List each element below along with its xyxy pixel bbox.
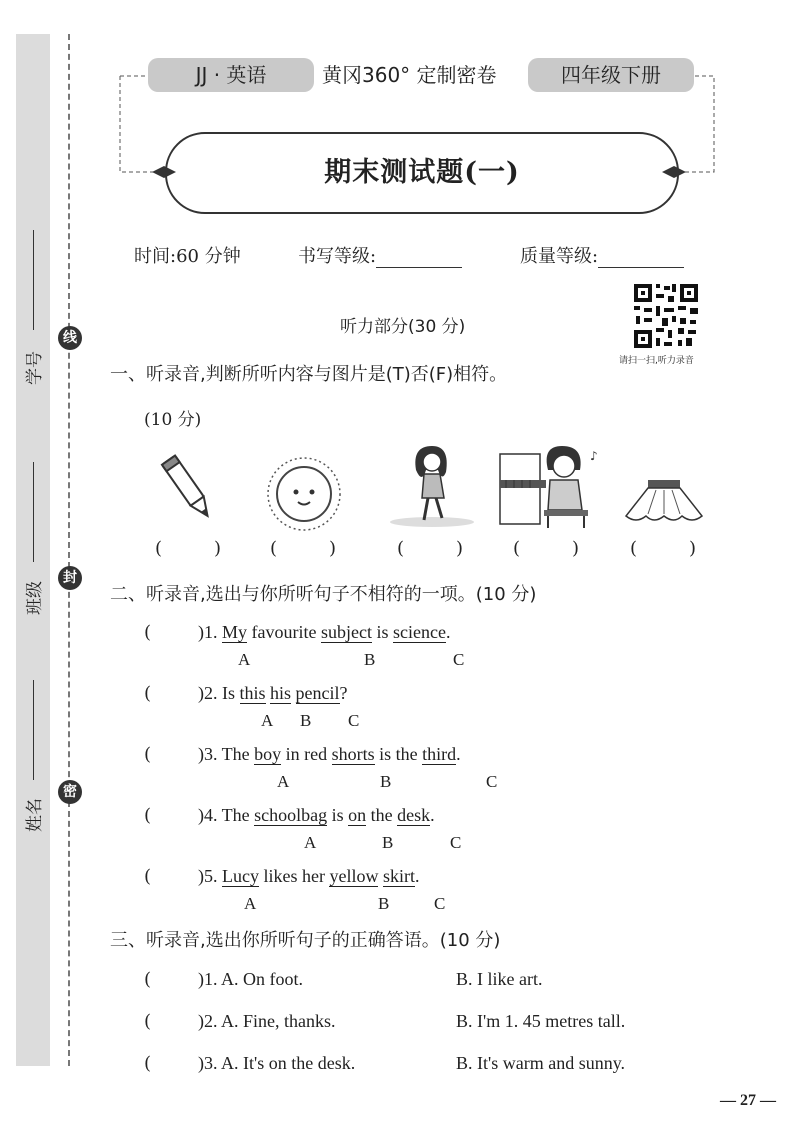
seal-line-mark: 线 (58, 326, 82, 350)
part3-q3-option-b: B. It's warm and sunny. (456, 1053, 626, 1073)
part2-instruction: 二、听录音,选出与你所听句子不相符的一项。(10 分) (110, 584, 537, 605)
part1-answer-3[interactable] (397, 538, 463, 559)
part3-q3-option-a: )3. A. It's on the desk. (198, 1053, 356, 1073)
part3-q1-option-b: B. I like art. (456, 969, 543, 989)
seal-secret-mark: 密 (58, 780, 82, 804)
option-a: A (261, 711, 274, 730)
part3-q2-option-b: B. I'm 1. 45 metres tall. (456, 1011, 626, 1031)
part1-score: (10 分) (144, 410, 202, 430)
svg-text:♪: ♪ (590, 449, 598, 463)
part3-q2-option-a: )2. A. Fine, thanks. (198, 1011, 336, 1031)
name-line (33, 680, 34, 780)
student-id-label: 学号 (25, 351, 45, 385)
paren-close: ) (689, 538, 697, 559)
part3-q2-paren[interactable]: ( (144, 1011, 152, 1032)
part2-q3: )3. The boy in red shorts is the third. (198, 744, 461, 764)
seal-seal-mark: 封 (58, 566, 82, 590)
paren-open: ( (270, 538, 278, 559)
option-c: C (434, 894, 446, 913)
subject-pill: JJ · 英语 (148, 58, 314, 92)
part2-q1: )1. My favourite subject is science. (198, 622, 451, 642)
class-label: 班级 (25, 581, 45, 615)
part1-instruction: 一、听录音,判断所听内容与图片是(T)否(F)相符。 (110, 364, 508, 385)
header-frame (0, 0, 794, 260)
part2-q4-paren[interactable]: ( (144, 805, 152, 826)
option-b: B (378, 894, 390, 913)
paren-open: ( (513, 538, 521, 559)
part1-answer-4[interactable] (513, 538, 579, 559)
option-a: A (238, 650, 251, 669)
part1-answer-1[interactable] (155, 538, 221, 559)
writing-grade (298, 242, 462, 268)
class-line (33, 462, 34, 562)
quality-grade-blank[interactable] (598, 247, 684, 268)
part2-q5-paren[interactable]: ( (144, 866, 152, 887)
paren-close: ) (329, 538, 337, 559)
option-a: A (244, 894, 257, 913)
part1-answer-2[interactable] (270, 538, 336, 559)
name-label: 姓名 (25, 798, 45, 832)
grade-pill: 四年级下册 (528, 58, 694, 92)
option-c: C (486, 772, 498, 791)
writing-grade-blank[interactable] (376, 247, 462, 268)
paren-close: ) (572, 538, 580, 559)
girl-image (386, 440, 478, 528)
option-b: B (380, 772, 392, 791)
part2-q5: )5. Lucy likes her yellow skirt. (198, 866, 420, 886)
option-a: A (304, 833, 317, 852)
quality-grade-label: 质量等级: (520, 246, 599, 267)
part3-instruction: 三、听录音,选出你所听句子的正确答语。(10 分) (110, 930, 501, 951)
part2-q2-paren[interactable]: ( (144, 683, 152, 704)
option-c: C (453, 650, 465, 669)
quality-grade (520, 242, 684, 268)
piano-image (498, 440, 604, 530)
part3-q1-paren[interactable]: ( (144, 969, 152, 990)
pencil-image (160, 448, 216, 528)
writing-grade-label: 书写等级: (298, 246, 377, 267)
part2-q2: )2. Is this his pencil? (198, 683, 348, 703)
option-a: A (277, 772, 290, 791)
part2-q1-paren[interactable]: ( (144, 622, 152, 643)
option-c: C (348, 711, 360, 730)
series-name: 黄冈360° 定制密卷 (322, 63, 497, 87)
option-b: B (300, 711, 312, 730)
page-number: — 27 — (720, 1092, 776, 1109)
option-b: B (382, 833, 394, 852)
part2-q3-paren[interactable]: ( (144, 744, 152, 765)
exam-title: 期末测试题(一) (324, 157, 520, 188)
part1-answer-5[interactable] (630, 538, 696, 559)
paren-open: ( (630, 538, 638, 559)
listening-heading: 听力部分(30 分) (340, 317, 466, 337)
option-b: B (364, 650, 376, 669)
skirt-image (622, 476, 706, 526)
option-c: C (450, 833, 462, 852)
part3-q1-option-a: )1. A. On foot. (198, 969, 303, 989)
paren-open: ( (397, 538, 405, 559)
paren-open: ( (155, 538, 163, 559)
qr-code-icon[interactable] (632, 282, 700, 350)
part2-q4: )4. The schoolbag is on the desk. (198, 805, 435, 825)
paren-close: ) (214, 538, 222, 559)
qr-caption: 请扫一扫,听力录音 (619, 356, 694, 366)
part3-q3-paren[interactable]: ( (144, 1053, 152, 1074)
sun-image (262, 454, 346, 534)
paren-close: ) (456, 538, 464, 559)
time-limit: 时间:60 分钟 (134, 246, 241, 267)
